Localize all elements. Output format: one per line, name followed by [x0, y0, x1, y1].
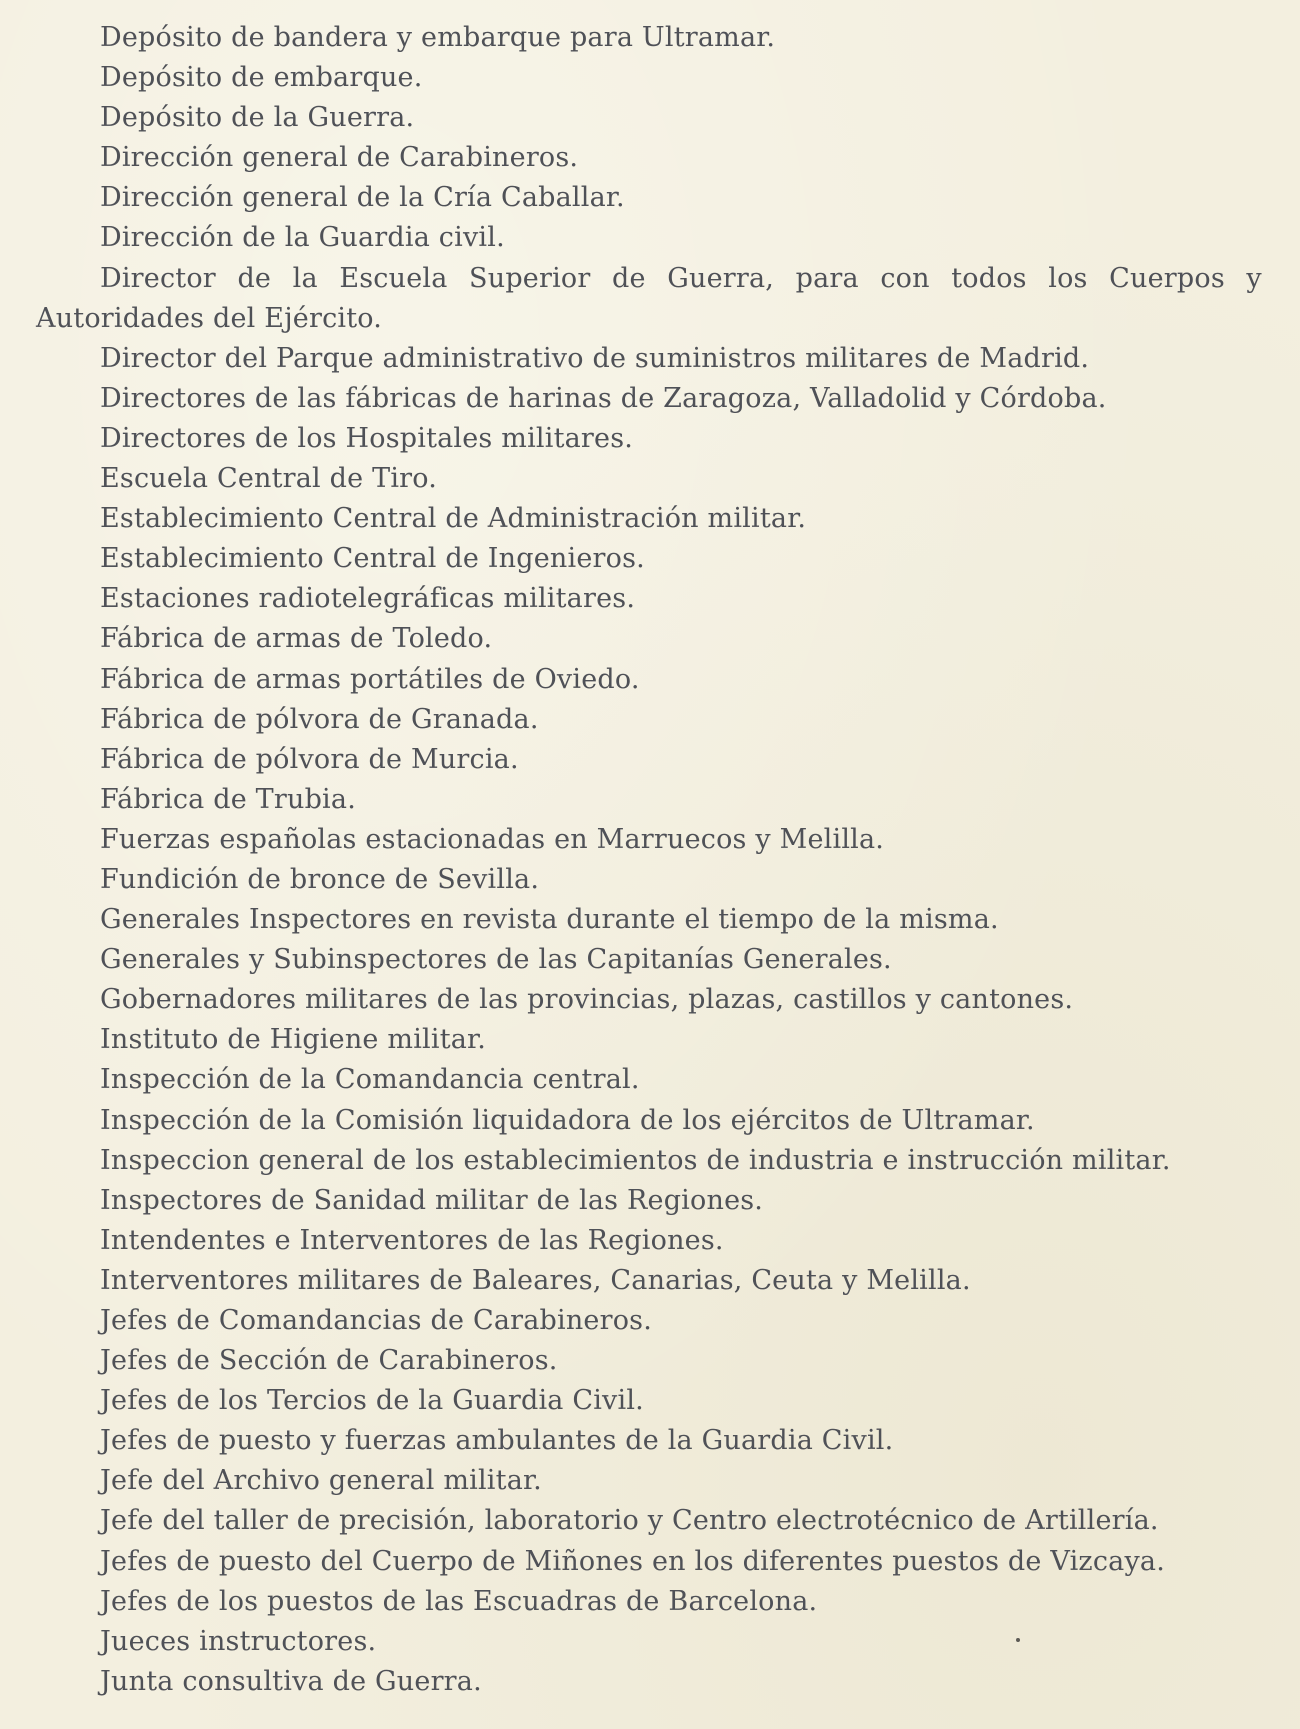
word: la	[292, 262, 318, 294]
list-item: Inspección de la Comisión liquidadora de los ejércitos de Ultramar.	[100, 1104, 1035, 1136]
word: Cuerpos	[1109, 262, 1225, 294]
list-item: Depósito de la Guerra.	[100, 102, 415, 134]
word: Director	[100, 262, 216, 294]
word: Guerra,	[667, 262, 775, 294]
list-item: Junta consultiva de Guerra.	[100, 1665, 482, 1697]
list-item: Jefes de Comandancias de Carabineros.	[100, 1305, 653, 1336]
list-item: Generales y Subinspectores de las Capitanías Generales.	[100, 944, 892, 976]
list-item: Intendentes e Interventores de las Regiones.	[100, 1224, 724, 1256]
word: todos	[951, 262, 1027, 294]
list-item: Generales Inspectores en revista durante el tiempo de la misma.	[100, 904, 999, 936]
entry-list	[36, 18, 1276, 1702]
list-item: Fábrica de pólvora de Murcia.	[100, 743, 519, 775]
list-item: Depósito de embarque.	[100, 62, 423, 94]
list-item: Fábrica de armas de Toledo.	[100, 623, 493, 655]
list-item: Directores de los Hospitales militares.	[100, 422, 634, 454]
list-item: Jefe del taller de precisión, laboratorio y Centro electrotécnico de Artillería.	[100, 1505, 1159, 1537]
list-item: Jefes de puesto y fuerzas ambulantes de la Guardia Civil.	[100, 1425, 894, 1457]
word: con	[880, 262, 930, 294]
list-item: Inspeccion general de los establecimientos de industria e instrucción militar.	[100, 1144, 1171, 1176]
list-item: Dirección de la Guardia civil.	[100, 222, 505, 254]
list-item: Dirección general de Carabineros.	[100, 142, 579, 174]
list-item: Fábrica de pólvora de Granada.	[100, 703, 539, 735]
list-item: Establecimiento Central de Administración militar.	[100, 503, 807, 535]
word: de	[237, 262, 272, 294]
list-item: Fuerzas españolas estacionadas en Marruecos y Melilla.	[100, 823, 885, 855]
list-item: Dirección general de la Cría Caballar.	[100, 182, 625, 214]
word: Superior	[469, 262, 591, 294]
word: para	[795, 262, 859, 294]
ink-speck	[1016, 1638, 1020, 1642]
list-item-justified	[36, 259, 1262, 299]
list-item: Fundición de bronce de Sevilla.	[100, 863, 540, 895]
list-item: Establecimiento Central de Ingenieros.	[100, 543, 645, 575]
list-item: Instituto de Higiene militar.	[100, 1024, 486, 1056]
list-item: Interventores militares de Baleares, Canarias, Ceuta y Melilla.	[100, 1264, 971, 1296]
list-item: Jefe del Archivo general militar.	[100, 1465, 542, 1497]
list-item: Fábrica de Trubia.	[100, 783, 356, 815]
list-item: Estaciones radiotelegráficas militares.	[100, 583, 636, 615]
word: los	[1048, 262, 1088, 294]
list-item: Escuela Central de Tiro.	[100, 463, 438, 495]
list-item: Depósito de bandera y embarque para Ultramar.	[100, 22, 776, 53]
word: Escuela	[339, 262, 448, 294]
list-item: Director del Parque administrativo de suministros militares de Madrid.	[100, 342, 1090, 374]
list-item: Directores de las fábricas de harinas de Zaragoza, Valladolid y Córdoba.	[100, 382, 1107, 414]
list-item: Inspección de la Comandancia central.	[100, 1064, 640, 1096]
list-item: Inspectores de Sanidad militar de las Regiones.	[100, 1184, 764, 1216]
list-item: Jefes de los puestos de las Escuadras de Barcelona.	[100, 1585, 818, 1617]
list-item-continuation: Autoridades del Ejército.	[36, 302, 383, 334]
list-item: Jefes de los Tercios de la Guardia Civil.	[100, 1385, 644, 1417]
list-item: Fábrica de armas portátiles de Oviedo.	[100, 663, 640, 695]
word: y	[1246, 262, 1262, 294]
word: de	[612, 262, 646, 294]
list-item: Jueces instructores.	[100, 1625, 377, 1657]
list-item: Jefes de Sección de Carabineros.	[100, 1345, 558, 1377]
list-item: Gobernadores militares de las provincias, plazas, castillos y cantones.	[100, 984, 1074, 1016]
list-item: Jefes de puesto del Cuerpo de Miñones en los diferentes puestos de Vizcaya.	[100, 1545, 1166, 1577]
